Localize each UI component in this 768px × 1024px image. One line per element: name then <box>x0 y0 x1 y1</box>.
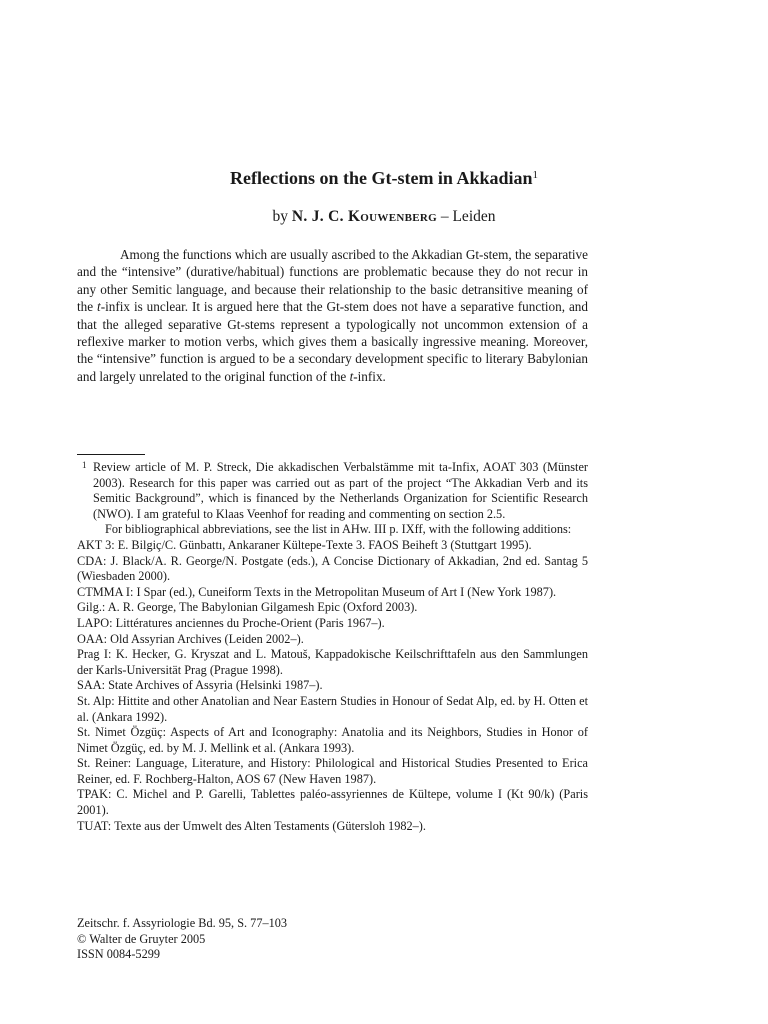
footnote-1 <box>77 460 588 522</box>
byline-separator: – <box>440 208 449 225</box>
abbreviation-entry: OAA: Old Assyrian Archives (Leiden 2002–). <box>77 631 304 646</box>
abbreviation-entry: Gilg.: A. R. George, The Babylonian Gilgamesh Epic (Oxford 2003). <box>77 600 418 615</box>
abstract-italic-t-2: t <box>349 368 354 384</box>
abbreviation-entry: St. Alp: Hittite and other Anatolian and Near Eastern Studies in Honour of Sedat Alp, ed. by H. Otten et al. (Ankara 1992). <box>77 693 588 724</box>
abbreviation-entry: AKT 3: E. Bilgiç/C. Günbattı, Ankaraner Kültepe-Texte 3. FAOS Beiheft 3 (Stuttgart 1995). <box>77 537 532 552</box>
abbreviation-entry: St. Reiner: Language, Literature, and History: Philological and Historical Studies Presented to Erica Reiner, ed. F. Rochberg-Halton, AOS 67 (New Haven 1987). <box>77 756 588 786</box>
copyright-notice: © Walter de Gruyter 2005 <box>77 931 206 946</box>
abstract <box>77 246 588 385</box>
abbreviation-list <box>77 538 588 834</box>
footnote-text: Review article of M. P. Streck, Die akkadischen Verbalstämme mit ta-Infix, AOAT 303 (Münster 2003). Research for this paper was carried out as part of the project “The Akkadian Verb and its Semitic Background”, which is financed by the Netherlands Organization for Scientific Research (NWO). I am grateful to Klaas Veenhof for reading and commenting on section 2.5. <box>93 460 588 521</box>
journal-citation: Zeitschr. f. Assyriologie Bd. 95, S. 77–103 <box>77 916 288 930</box>
byline <box>0 206 768 228</box>
abbreviation-entry: CDA: J. Black/A. R. George/N. Postgate (eds.), A Concise Dictionary of Akkadian, 2nd ed. Santag 5 (Wiesbaden 2000). <box>77 553 588 584</box>
footnote-number: 1 <box>82 460 87 470</box>
abbreviation-entry: LAPO: Littératures anciennes du Proche-Orient (Paris 1967–). <box>77 615 385 630</box>
abbreviation-entry: St. Nimet Özgüç: Aspects of Art and Iconography: Anatolia and its Neighbors, Studies in Honor of Nimet Özgüç, ed. by M. J. Mellink et al. (Ankara 1993). <box>77 725 588 755</box>
byline-prefix: by <box>272 208 288 225</box>
publication-imprint <box>77 916 477 963</box>
author-name: N. J. C. Kouwenberg <box>291 208 437 225</box>
abbreviations-intro: For bibliographical abbreviations, see the list in AHw. III p. IXff, with the following additions: <box>105 522 572 537</box>
abbreviation-entry: SAA: State Archives of Assyria (Helsinki 1987–). <box>77 678 323 693</box>
article-title-text: Reflections on the Gt-stem in Akkadian <box>229 168 533 188</box>
author-affiliation: Leiden <box>452 208 496 225</box>
article-title <box>0 166 768 190</box>
issn: ISSN 0084-5299 <box>77 947 161 962</box>
abbreviation-entry: TPAK: C. Michel and P. Garelli, Tablettes paléo-assyriennes de Kültepe, volume I (Kt 90/k) (Paris 2001). <box>77 787 588 818</box>
abstract-part-2: -infix is unclear. It is argued here that the Gt-stem does not have a separative function, and that the alleged separative Gt-stems represent a typologically not uncommon extension of a reflexive marker to motion verbs, which gives them a basically ingressive meaning. Moreover, the “intensive” function is argued to be a secondary development specific to literary Babylonian and largely unrelated to the original function of the <box>77 299 588 384</box>
abstract-italic-t-1: t <box>97 299 101 315</box>
abstract-part-3: -infix. <box>353 368 386 384</box>
title-footnote-marker[interactable]: 1 <box>532 169 538 181</box>
footnote-section <box>77 460 588 834</box>
abbreviation-entry: CTMMA I: I Spar (ed.), Cuneiform Texts in the Metropolitan Museum of Art I (New York 1987). <box>77 584 557 599</box>
footnote-divider <box>77 454 145 455</box>
abbreviation-entry: Prag I: K. Hecker, G. Kryszat and L. Matouš, Kappadokische Keilschrifttafeln aus den Sammlungen der Karls-Universität Prag (Prague 1998). <box>77 647 588 677</box>
abbreviation-entry: TUAT: Texte aus der Umwelt des Alten Testaments (Gütersloh 1982–). <box>77 818 426 833</box>
abstract-part-1: Among the functions which are usually ascribed to the Akkadian Gt-stem, the separative and the “intensive” (durative/habitual) functions are problematic because they do not recur in any other Semitic language, and because their relationship to the basic detransitive meaning of the <box>77 247 588 315</box>
